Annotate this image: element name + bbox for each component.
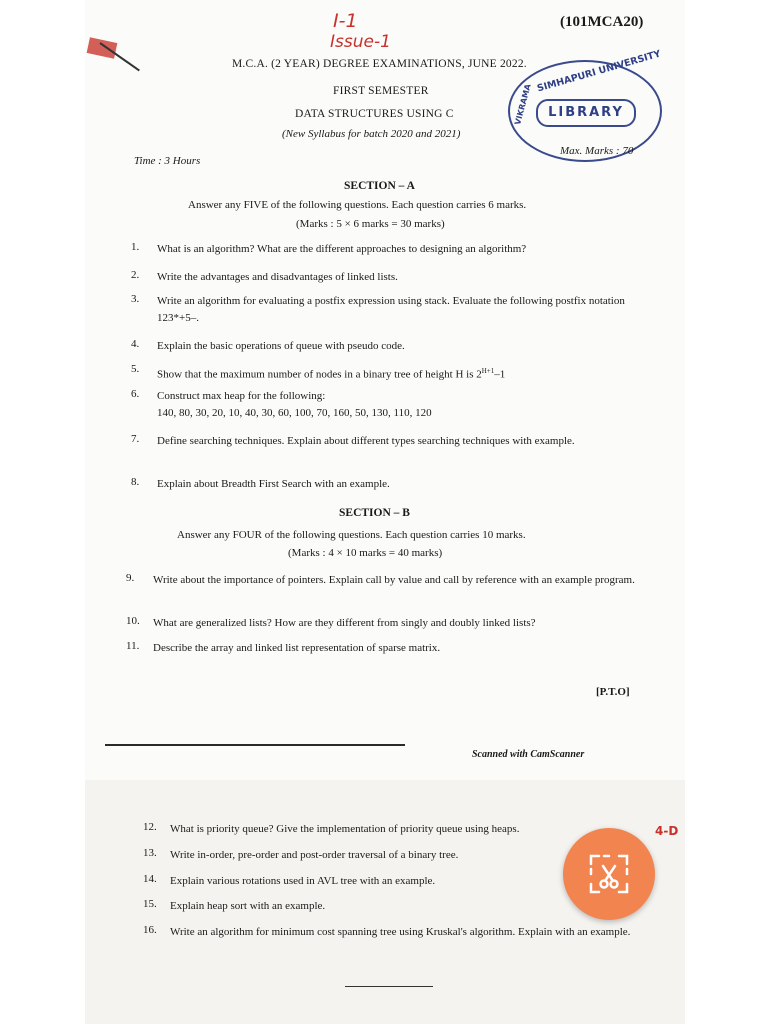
handwritten-note-2: Issue-1 <box>330 32 391 52</box>
question-number: 1. <box>131 241 140 253</box>
section-b-instruction: Answer any FOUR of the following questions. Each question carries 10 marks. <box>177 529 526 541</box>
section-a-title: SECTION – A <box>344 180 415 192</box>
page-divider-line <box>105 744 405 746</box>
pto-marker: [P.T.O] <box>596 686 630 698</box>
question-text: Explain about Breadth First Search with an example. <box>157 478 390 490</box>
time-allowed: Time : 3 Hours <box>134 155 201 167</box>
max-marks: Max. Marks : 70 <box>560 145 634 157</box>
section-a-instruction: Answer any FIVE of the following questions. Each question carries 6 marks. <box>188 199 527 211</box>
question-text: What is an algorithm? What are the different approaches to designing an algorithm? <box>157 243 527 255</box>
question-number: 12. <box>143 821 157 833</box>
question-number: 16. <box>143 924 157 936</box>
question-text: Explain various rotations used in AVL tree with an example. <box>170 875 436 887</box>
end-rule <box>345 986 433 987</box>
stamp-library-label: LIBRARY <box>536 99 636 127</box>
question-number: 2. <box>131 269 140 281</box>
question-number: 3. <box>131 293 140 305</box>
corner-mark-page-2: 4-D <box>655 824 679 838</box>
question-number: 4. <box>131 338 140 350</box>
scan-crop-button[interactable] <box>563 828 655 920</box>
scanner-credit: Scanned with CamScanner <box>472 749 585 760</box>
question-text: Describe the array and linked list representation of sparse matrix. <box>153 642 441 654</box>
question-number: 6. <box>131 388 140 400</box>
syllabus-note: (New Syllabus for batch 2020 and 2021) <box>282 128 461 140</box>
question-text: Write about the importance of pointers. Explain call by value and call by reference with an example program. <box>153 574 635 586</box>
question-number: 13. <box>143 847 157 859</box>
stamp-left-text: VIKRAMA <box>513 83 533 126</box>
section-a-marks: (Marks : 5 × 6 marks = 30 marks) <box>296 218 445 230</box>
question-text: Write the advantages and disadvantages of linked lists. <box>157 271 398 283</box>
question-text: Explain the basic operations of queue with pseudo code. <box>157 340 405 352</box>
question-number: 10. <box>126 615 140 627</box>
question-number: 7. <box>131 433 140 445</box>
section-b-title: SECTION – B <box>339 507 410 519</box>
question-number: 9. <box>126 572 135 584</box>
question-text: Show that the maximum number of nodes in a binary tree of height H is $2^{H+1}-1$ <box>157 367 506 381</box>
scissors-selection-icon <box>587 852 631 896</box>
question-text: Write an algorithm for evaluating a postfix expression using stack. Evaluate the following postfix notation 123*+5–. <box>157 295 625 324</box>
section-b-marks: (Marks : 4 × 10 marks = 40 marks) <box>288 547 443 559</box>
exam-title: M.C.A. (2 YEAR) DEGREE EXAMINATIONS, JUNE 2022. <box>232 58 527 70</box>
question-number: 5. <box>131 363 140 375</box>
question-text: What are generalized lists? How are they different from singly and doubly linked lists? <box>153 617 536 629</box>
stamp-university-name: SIMHAPURI UNIVERSITY <box>535 48 663 95</box>
question-text: Explain heap sort with an example. <box>170 900 326 912</box>
subject-title: DATA STRUCTURES USING C <box>295 108 454 120</box>
question-text: What is priority queue? Give the implementation of priority queue using heaps. <box>170 823 520 835</box>
semester: FIRST SEMESTER <box>333 85 429 97</box>
handwritten-note-1: I-1 <box>333 10 358 32</box>
question-number: 15. <box>143 898 157 910</box>
question-number: 8. <box>131 476 140 488</box>
question-text-continuation: 140, 80, 30, 20, 10, 40, 30, 60, 100, 70, 160, 50, 130, 110, 120 <box>157 407 432 419</box>
question-text: Define searching techniques. Explain about different types searching techniques with example. <box>157 435 575 447</box>
paper-code: (101MCA20) <box>560 14 644 30</box>
question-number: 14. <box>143 873 157 885</box>
question-text: Write an algorithm for minimum cost spanning tree using Kruskal's algorithm. Explain with an example. <box>170 926 631 938</box>
question-number: 11. <box>126 640 140 652</box>
question-text: Construct max heap for the following: <box>157 390 326 402</box>
question-text: Write in-order, pre-order and post-order traversal of a binary tree. <box>170 849 459 861</box>
